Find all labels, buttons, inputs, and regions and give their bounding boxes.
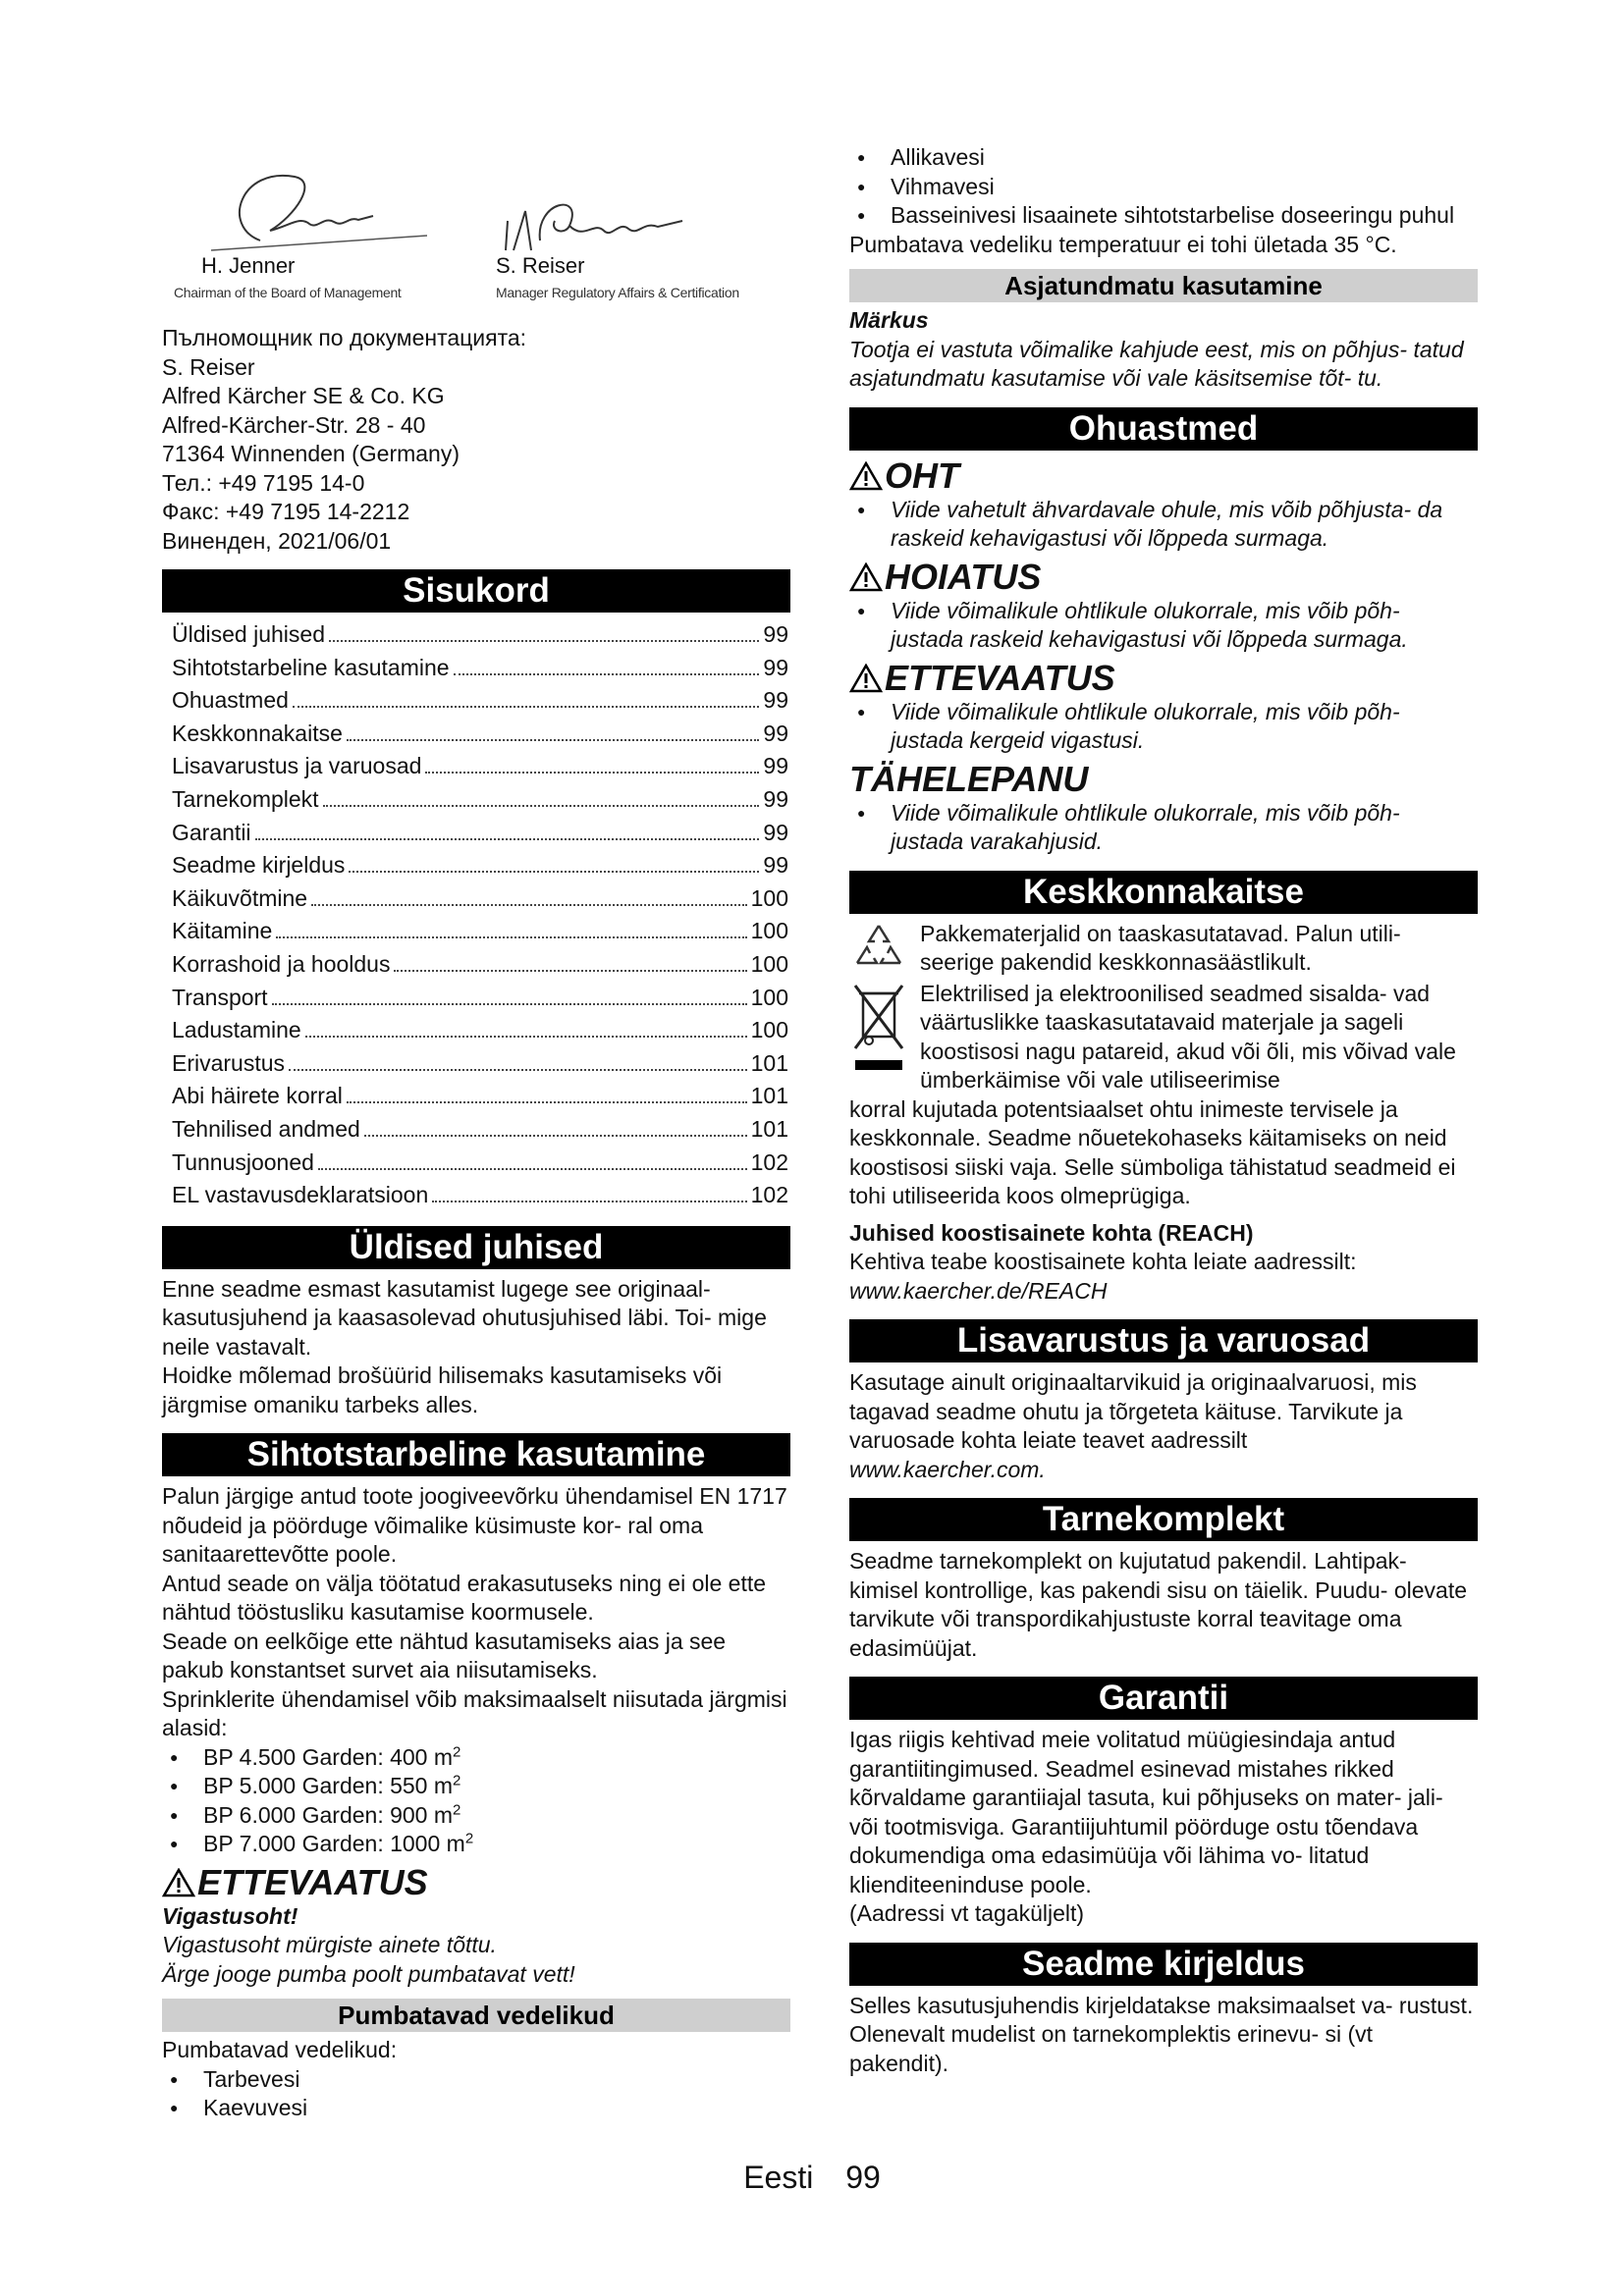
toc-entry-label: Abi häirete korral (172, 1083, 343, 1109)
irrigation-area-list (162, 1743, 790, 1859)
warning-triangle-icon (162, 1868, 195, 1897)
warning-triangle-icon (849, 562, 883, 592)
toc-entry[interactable] (162, 618, 790, 652)
toc-entry-label: Transport (172, 984, 268, 1010)
misuse-note-label: Märkus (849, 307, 929, 333)
hazards-heading: Ohuastmed (849, 407, 1478, 451)
toc-entry-label: Garantii (172, 819, 251, 845)
toc-entry-page: 102 (750, 1148, 788, 1175)
toc-heading: Sisukord (162, 569, 790, 613)
hazard-notice-title: TÄHELEPANU (849, 758, 1089, 799)
list-item: ● Viide vahetult ähvardavale ohule, mis võib põhjusta- da raskeid kehavigastusi või lõppeda surmaga. (849, 496, 1478, 554)
reach-link[interactable]: www.kaercher.de/REACH (849, 1277, 1108, 1304)
warning-triangle-icon (849, 664, 883, 693)
toc-entry-label: Sihtotstarbeline kasutamine (172, 654, 450, 680)
toc-dot-leader (311, 904, 747, 906)
toc-entry-page: 101 (750, 1049, 788, 1076)
toc-dot-leader (347, 739, 760, 741)
general-paragraph: Hoidke mõlemad brošüürid hilisemaks kasutamiseks või järgmise omaniku tarbeks alles. (162, 1362, 723, 1417)
contact-block (162, 324, 790, 556)
toc-dot-leader (318, 1168, 747, 1170)
weee-text-continued: korral kujutada potentsiaalset ohtu inimeste tervisele ja keskkonnale. Seadme nõuetekohaseks käitamiseks on neid koostisosi siiski vaja. Selle sümboliga tähistatud seadmeid ei tohi utiliseerida koos olmeprügiga. (849, 1095, 1456, 1208)
toc-dot-leader (364, 1135, 747, 1137)
toc-entry[interactable] (162, 783, 790, 817)
environment-heading: Keskkonnakaitse (849, 871, 1478, 914)
warranty-text: Igas riigis kehtivad meie volitatud müügiesindaja antud garantiitingimused. Seadmel esinevad mistahes rikked kõrvaldame garantiiajal tasuta, kui põhjuseks on mater- jali- või tootmisviga. Garantiijuhtumil pöörduge ostu tõendava dokumendiga oma edasimüüja või lähima vo- litatud klienditeeninduse poole. (849, 1727, 1443, 1897)
toc-entry[interactable] (162, 718, 790, 751)
toc-entry[interactable] (162, 1047, 790, 1081)
toc-entry-page: 99 (763, 819, 788, 845)
list-item: ● Viide võimalikule ohtlikule olukorrale, mis võib põh- justada raskeid kehavigastusi või lõppeda surmaga. (849, 597, 1478, 655)
recycle-text: Pakkematerjalid on taaskasutatavad. Palun utili- seerige pakendid keskkonnasäästlikult. (920, 920, 1401, 975)
signature-right-role: Manager Regulatory Affairs & Certification (496, 285, 739, 300)
list-item: ● BP 4.500 Garden: 400 $m^2$ (162, 1743, 790, 1773)
scope-text: Seadme tarnekomplekt on kujutatud pakendil. Lahtipak- kimisel kontrollige, kas pakendi sisu on täielik. Puudu- olevate tarvikute või transpordikahjustuste korral teavitage oma edasimüüjat. (849, 1548, 1467, 1661)
toc-entry-label: Ladustamine (172, 1017, 301, 1043)
hazard-danger-title: OHT (849, 456, 1478, 496)
toc-dot-leader (276, 936, 746, 938)
toc-dot-leader (394, 970, 746, 972)
description-text: Selles kasutusjuhendis kirjeldatakse maksimaalset va- rustust. Olenevalt mudelist on tarnekomplektis erinevu- si (vt pakendit). (849, 1992, 1474, 2076)
intended-paragraph: Sprinklerite ühendamisel võib maksimaalselt niisutada järgmisi alasid: (162, 1685, 787, 1741)
toc-entry-label: Erivarustus (172, 1049, 286, 1076)
toc-entry[interactable] (162, 948, 790, 982)
toc-dot-leader (305, 1036, 747, 1038)
contact-line: Факс: +49 7195 14-2212 (162, 499, 410, 524)
scope-heading: Tarnekomplekt (849, 1498, 1478, 1541)
list-item: ● Vihmavesi (849, 173, 1478, 202)
warranty-heading: Garantii (849, 1677, 1478, 1720)
toc-entry[interactable] (162, 1113, 790, 1147)
general-paragraph: Enne seadme esmast kasutamist lugege see originaal- kasutusjuhend ja kaasasolevad ohutusjuhised läbi. Toi- mige neile vastavalt. (162, 1275, 767, 1360)
toc-entry-label: Käikuvõtmine (172, 884, 308, 911)
toc-entry-page: 100 (750, 918, 788, 944)
hazard-danger-list (849, 496, 1478, 554)
toc-entry[interactable] (162, 1147, 790, 1180)
toc-entry-label: Lisavarustus ja varuosad (172, 753, 422, 779)
liquids-list-continued (849, 143, 1478, 231)
liquids-heading: Pumbatavad vedelikud (162, 1999, 790, 2032)
toc-dot-leader (323, 805, 760, 807)
toc-dot-leader (272, 1003, 747, 1005)
toc-dot-leader (432, 1201, 746, 1202)
liquids-list (162, 2065, 790, 2123)
signature-reiser-image (496, 182, 712, 260)
weee-text: Elektrilised ja elektroonilised seadmed sisalda- vad väärtuslikke taaskasutatavaid materjale ja sageli koostisosi nagu patareid, akud või õli, mis võivad vale ümberkäimise või vale utiliseerimise (920, 980, 1456, 1093)
toc-entry-label: Tarnekomplekt (172, 785, 319, 812)
caution-subtitle: Vigastusoht! (162, 1902, 298, 1929)
list-item: ● Basseinivesi lisaainete sihtotstarbelise doseeringu puhul (849, 201, 1478, 231)
toc-entry-label: Ohuastmed (172, 687, 289, 714)
list-item: ● Allikavesi (849, 143, 1478, 173)
signature-left-role: Chairman of the Board of Management (174, 285, 402, 300)
toc-entry-page: 101 (750, 1083, 788, 1109)
toc-entry-label: Tehnilised andmed (172, 1115, 360, 1142)
misuse-heading: Asjatundmatu kasutamine (849, 269, 1478, 302)
toc-dot-leader (347, 1101, 747, 1103)
toc-dot-leader (293, 706, 760, 708)
general-heading: Üldised juhised (162, 1226, 790, 1269)
toc-entry[interactable] (162, 915, 790, 948)
contact-line: Виненден, 2021/06/01 (162, 527, 392, 554)
footer-language: Eesti (743, 2160, 814, 2195)
toc-entry[interactable] (162, 849, 790, 882)
toc-dot-leader (349, 871, 759, 873)
left-column (162, 0, 790, 2123)
toc-entry-page: 99 (763, 621, 788, 647)
list-item: ● Viide võimalikule ohtlikule olukorrale, mis võib põh- justada varakahjusid. (849, 799, 1478, 857)
toc-entry-page: 100 (750, 950, 788, 977)
toc-entry[interactable] (162, 982, 790, 1015)
caution-text: Vigastusoht mürgiste ainete tõttu. (162, 1932, 497, 1958)
hazard-notice-list (849, 799, 1478, 857)
hazard-caution-list (849, 698, 1478, 756)
accessories-text: Kasutage ainult originaaltarvikuid ja originaalvaruosi, mis tagavad seadme ohutu ja tõrgeteta käituse. Tarvikute ja varuosade kohta leiate teavet aadressilt (849, 1369, 1417, 1453)
list-item: ● BP 5.000 Garden: 550 $m^2$ (162, 1772, 790, 1801)
liquid-temperature-note: Pumbatava vedeliku temperatuur ei tohi ületada 35 °C. (849, 231, 1397, 257)
contact-line: Alfred-Kärcher-Str. 28 - 40 (162, 411, 426, 438)
toc-dot-leader (329, 640, 759, 642)
toc-entry-page: 99 (763, 687, 788, 714)
toc-entry-page: 100 (750, 984, 788, 1010)
toc-entry[interactable] (162, 1080, 790, 1113)
list-item: ● BP 7.000 Garden: 1000 $m^2$ (162, 1830, 790, 1859)
signature-jenner-image (201, 157, 427, 265)
liquids-intro: Pumbatavad vedelikud: (162, 2037, 398, 2063)
signature-block (162, 0, 790, 324)
list-item: ● Kaevuvesi (162, 2094, 790, 2123)
toc-dot-leader (289, 1069, 747, 1071)
reach-text: Kehtiva teabe koostisainete kohta leiate aadressilt: (849, 1249, 1357, 1274)
toc-entry-page: 99 (763, 654, 788, 680)
toc-entry[interactable] (162, 882, 790, 916)
contact-line: Alfred Kärcher SE & Co. KG (162, 383, 445, 408)
toc-entry[interactable] (162, 750, 790, 783)
toc-entry-page: 100 (750, 884, 788, 911)
weee-row (849, 980, 1478, 1095)
misuse-note: Tootja ei vastuta võimalike kahjude eest, mis on põhjus- tatud asjatundmatu kasutamise või vale käsitsemise tõt- tu. (849, 336, 1464, 391)
contact-line: S. Reiser (162, 353, 255, 380)
reach-title: Juhised koostisainete kohta (REACH) (849, 1219, 1254, 1246)
toc-entry-page: 99 (763, 720, 788, 746)
contact-line: Тел.: +49 7195 14-0 (162, 469, 365, 496)
signature-left-name: H. Jenner (201, 253, 296, 278)
table-of-contents (162, 618, 790, 1212)
caution-title: ETTEVAATUS (162, 1863, 790, 1902)
intended-use-heading: Sihtotstarbeline kasutamine (162, 1433, 790, 1476)
toc-dot-leader (425, 772, 759, 774)
toc-entry[interactable] (162, 684, 790, 718)
toc-entry-label: Käitamine (172, 918, 273, 944)
toc-entry-label: Keskkonnakaitse (172, 720, 343, 746)
toc-entry[interactable] (162, 817, 790, 850)
warranty-address-note: (Aadressi vt tagaküljelt) (849, 1900, 1085, 1926)
accessories-link[interactable]: www.kaercher.com. (849, 1456, 1046, 1482)
intended-paragraph: Seade on eelkõige ette nähtud kasutamiseks aias ja see pakub konstantset survet aia niisutamiseks. (162, 1628, 727, 1683)
contact-line: 71364 Winnenden (Germany) (162, 441, 460, 466)
toc-entry-label: Seadme kirjeldus (172, 852, 346, 879)
recycle-icon (849, 920, 908, 975)
intended-paragraph: Palun järgige antud toote joogiveevõrku ühendamisel EN 1717 nõudeid ja pöörduge võimalike küsimuste kor- ral oma sanitaarettevõtte poole. (162, 1483, 787, 1568)
footer-page-number: 99 (845, 2160, 881, 2195)
toc-entry-label: Tunnusjooned (172, 1148, 314, 1175)
toc-entry[interactable] (162, 1179, 790, 1212)
list-item: ● Tarbevesi (162, 2065, 790, 2095)
contact-line: Пълномощник по документацията: (162, 325, 527, 350)
intended-paragraph: Antud seade on välja töötatud erakasutuseks ning ei ole ette nähtud tööstusliku kasutamise koormusele. (162, 1570, 767, 1626)
hazard-warning-title: HOIATUS (849, 558, 1478, 597)
list-item: ● Viide võimalikule ohtlikule olukorrale, mis võib põh- justada kergeid vigastusi. (849, 698, 1478, 756)
toc-entry[interactable] (162, 1014, 790, 1047)
toc-dot-leader (255, 838, 760, 840)
list-item: ● BP 6.000 Garden: 900 $m^2$ (162, 1801, 790, 1831)
toc-entry-label: EL vastavusdeklaratsioon (172, 1182, 429, 1208)
toc-dot-leader (454, 673, 760, 675)
toc-entry-label: Üldised juhised (172, 621, 325, 647)
toc-entry-page: 99 (763, 785, 788, 812)
hazard-warning-list (849, 597, 1478, 655)
accessories-heading: Lisavarustus ja varuosad (849, 1319, 1478, 1362)
toc-entry-page: 102 (750, 1182, 788, 1208)
caution-text: Ärge jooge pumba poolt pumbatavat vett! (162, 1960, 575, 1987)
toc-entry-page: 101 (750, 1115, 788, 1142)
toc-entry-page: 100 (750, 1017, 788, 1043)
crossed-bin-icon (849, 980, 908, 1088)
toc-entry-page: 99 (763, 852, 788, 879)
hazard-caution-title: ETTEVAATUS (849, 659, 1478, 698)
recycle-row (849, 920, 1478, 980)
description-heading: Seadme kirjeldus (849, 1943, 1478, 1986)
toc-entry-page: 99 (763, 753, 788, 779)
right-column (849, 143, 1478, 2078)
signature-right-name: S. Reiser (496, 253, 585, 278)
toc-entry-label: Korrashoid ja hooldus (172, 950, 391, 977)
warning-triangle-icon (849, 461, 883, 491)
page-footer (0, 2160, 1624, 2196)
toc-entry[interactable] (162, 652, 790, 685)
